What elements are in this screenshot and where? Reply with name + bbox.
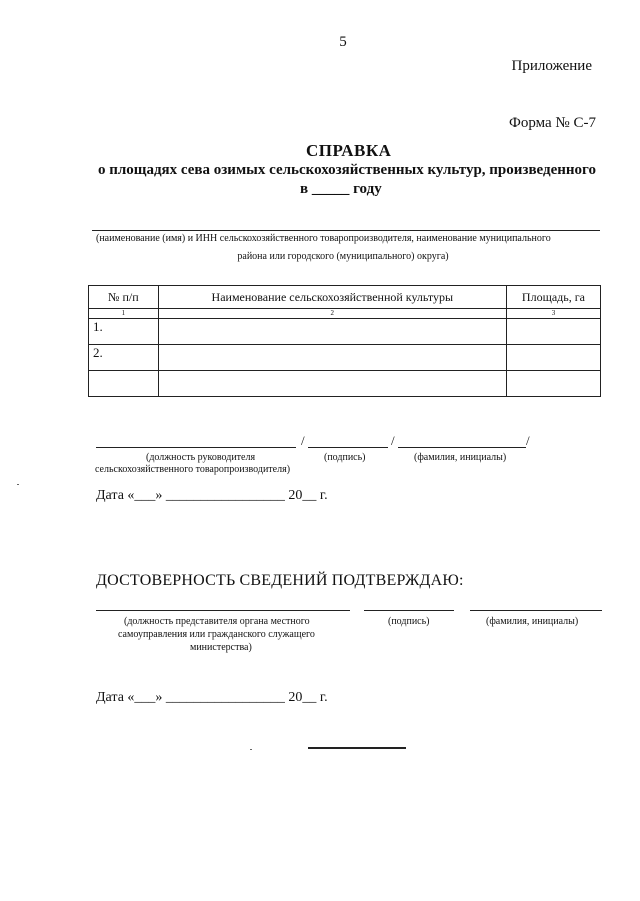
separator-slash: / [301, 433, 305, 448]
representative-signature-line[interactable] [364, 610, 454, 611]
page-number: 5 [339, 34, 347, 50]
margin-mark [17, 484, 19, 485]
document-title: СПРАВКА [306, 141, 392, 160]
producer-caption-line1: (наименование (имя) и ИНН сельскохозяйственного товаропроизводителя, наименование муниципального [96, 233, 551, 244]
date-line[interactable]: Дата «___» _________________ 20__ г. [96, 488, 328, 503]
producer-caption-line2: района или городского (муниципального) округа) [237, 251, 449, 262]
header-number: № п/п [89, 286, 159, 309]
separator-slash: / [526, 433, 530, 448]
table-row [89, 371, 601, 397]
representative-name-caption: (фамилия, инициалы) [486, 616, 579, 627]
row-number-cell [89, 371, 159, 397]
column-number: 3 [506, 309, 600, 319]
table-header-row [89, 286, 601, 309]
crops-table [88, 285, 601, 397]
area-cell[interactable] [506, 371, 600, 397]
name-line[interactable] [398, 447, 526, 448]
representative-position-line[interactable] [96, 610, 350, 611]
position-line[interactable] [96, 447, 296, 448]
year-line: в _____ году [300, 181, 382, 197]
row-number-cell: 1. [89, 319, 159, 345]
column-number: 2 [158, 309, 506, 319]
representative-position-caption: министерства) [190, 642, 252, 653]
producer-name-line[interactable] [92, 230, 600, 231]
area-cell[interactable] [506, 345, 600, 371]
separator-slash: / [391, 433, 395, 448]
representative-position-caption: самоуправления или гражданского служащего [118, 629, 315, 640]
position-caption: сельскохозяйственного товаропроизводителя) [95, 464, 291, 475]
crop-name-cell[interactable] [158, 345, 506, 371]
table-row [89, 319, 601, 345]
column-number: 1 [89, 309, 159, 319]
position-caption: (должность руководителя [146, 452, 256, 463]
stray-dot [250, 749, 252, 750]
date-line[interactable]: Дата «___» _________________ 20__ г. [96, 690, 328, 705]
signature-line[interactable] [308, 447, 388, 448]
form-number: Форма № С-7 [509, 115, 596, 131]
confirmation-heading: ДОСТОВЕРНОСТЬ СВЕДЕНИЙ ПОДТВЕРЖДАЮ: [96, 572, 464, 589]
column-number-row [89, 309, 601, 319]
header-crop-name: Наименование сельскохозяйственной культуры [158, 286, 506, 309]
table-row [89, 345, 601, 371]
closing-rule [308, 747, 406, 749]
crop-name-cell[interactable] [158, 319, 506, 345]
representative-name-line[interactable] [470, 610, 602, 611]
header-area: Площадь, га [506, 286, 600, 309]
appendix-label: Приложение [511, 58, 592, 74]
area-cell[interactable] [506, 319, 600, 345]
representative-signature-caption: (подпись) [388, 616, 430, 627]
signature-caption: (подпись) [324, 452, 366, 463]
crop-name-cell[interactable] [158, 371, 506, 397]
document-subtitle: о площадях сева озимых сельскохозяйственных культур, произведенного [98, 162, 596, 178]
name-caption: (фамилия, инициалы) [414, 452, 507, 463]
row-number-cell: 2. [89, 345, 159, 371]
representative-position-caption: (должность представителя органа местного [124, 616, 310, 627]
